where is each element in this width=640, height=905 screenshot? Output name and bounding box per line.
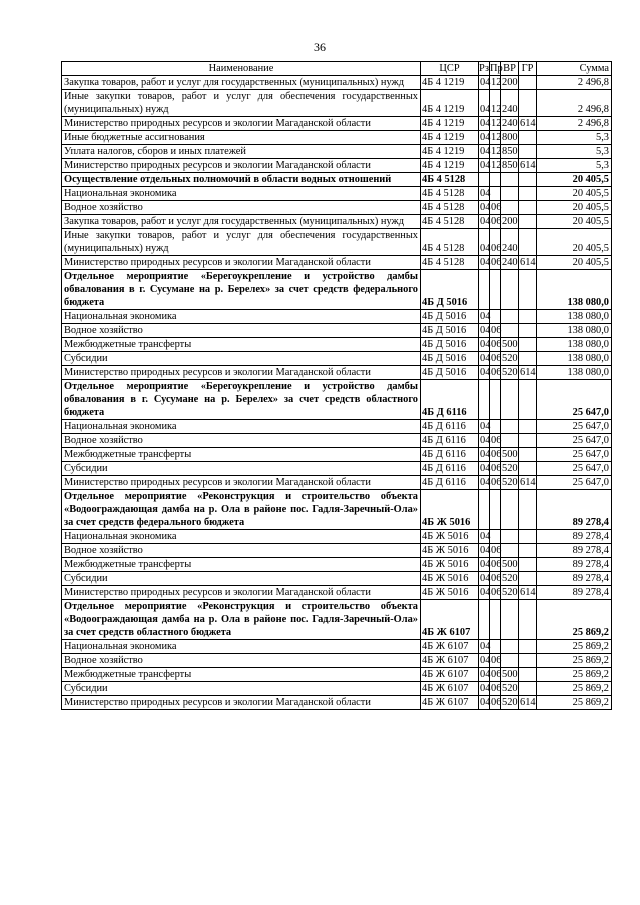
cell-name: Осуществление отдельных полномочий в области водных отношений (62, 173, 421, 187)
cell-gr: 614 (520, 697, 536, 708)
cell-pr (490, 530, 501, 544)
header-name: Наименование (62, 62, 421, 76)
cell-vr (501, 201, 519, 215)
cell-name: Закупка товаров, работ и услуг для государственных (муниципальных) нужд (62, 76, 421, 90)
cell-name: Отдельное мероприятие «Реконструкция и строительство объекта «Водоограждающая дамба на р. Ола в районе пос. Гадля-Заречный-Ола» за счет средств федерального бюджета (62, 490, 421, 530)
cell-vr (501, 187, 519, 201)
cell-name: Межбюджетные трансферты (62, 668, 421, 682)
cell-rz: 04 (480, 216, 491, 227)
cell-name: Национальная экономика (62, 640, 421, 654)
table-row (62, 201, 612, 215)
table-row (62, 90, 612, 117)
cell-sum: 138 080,0 (537, 366, 612, 380)
cell-name: Отдельное мероприятие «Реконструкция и строительство объекта «Водоограждающая дамба на р. Ола в районе пос. Гадля-Заречный-Ола» за счет средств областного бюджета (62, 600, 421, 640)
table-row (62, 173, 612, 187)
cell-csr: 4Б 4 5128 (421, 173, 479, 187)
cell-pr (490, 310, 501, 324)
table-row (62, 352, 612, 366)
table-row (62, 696, 612, 710)
cell-vr: 200 (502, 77, 518, 88)
cell-rz: 04 (480, 353, 491, 364)
cell-gr (519, 90, 537, 117)
cell-pr: 06 (491, 587, 502, 598)
cell-rz: 04 (480, 367, 491, 378)
cell-gr (519, 434, 537, 448)
cell-gr (519, 558, 537, 572)
cell-gr (519, 324, 537, 338)
cell-pr: 06 (491, 463, 502, 474)
cell-pr: 06 (491, 435, 502, 446)
cell-csr: 4Б Ж 5016 (421, 544, 479, 558)
cell-gr (519, 310, 537, 324)
cell-csr: 4Б Д 6116 (421, 380, 479, 420)
cell-pr: 06 (490, 229, 501, 256)
cell-rz: 04 (480, 435, 491, 446)
cell-sum: 25 647,0 (537, 434, 612, 448)
cell-gr (519, 448, 537, 462)
cell-name: Водное хозяйство (62, 434, 421, 448)
table-row (62, 338, 612, 352)
cell-vr: 200 (502, 216, 518, 227)
cell-sum: 25 869,2 (537, 654, 612, 668)
cell-csr: 4Б Д 6116 (421, 448, 479, 462)
cell-pr: 06 (491, 573, 502, 584)
cell-vr: 520 (502, 573, 518, 584)
cell-sum: 5,3 (537, 131, 612, 145)
cell-sum: 20 405,5 (537, 256, 612, 270)
cell-csr: 4Б Д 6116 (421, 420, 479, 434)
table-row (62, 668, 612, 682)
cell-name: Межбюджетные трансферты (62, 558, 421, 572)
cell-sum: 138 080,0 (537, 338, 612, 352)
cell-csr: 4Б 4 1219 (421, 159, 479, 173)
cell-rz (479, 173, 490, 187)
cell-pr (490, 173, 501, 187)
cell-gr (519, 187, 537, 201)
cell-pr: 06 (491, 545, 502, 556)
cell-pr: 06 (491, 559, 502, 570)
cell-vr: 520 (502, 463, 518, 474)
cell-name: Министерство природных ресурсов и экологии Магаданской области (62, 696, 421, 710)
table-row (62, 145, 612, 159)
cell-gr (519, 131, 537, 145)
cell-gr: 614 (520, 587, 536, 598)
cell-pr: 06 (491, 697, 502, 708)
cell-sum: 89 278,4 (537, 490, 612, 530)
cell-rz: 04 (480, 118, 491, 129)
cell-sum: 25 647,0 (537, 380, 612, 420)
cell-csr: 4Б 4 5128 (421, 256, 479, 270)
cell-rz: 04 (480, 683, 491, 694)
cell-gr: 614 (520, 160, 536, 171)
budget-table (61, 61, 612, 710)
cell-pr: 06 (491, 339, 502, 350)
cell-rz: 04 (480, 77, 491, 88)
cell-csr: 4Б Д 6116 (421, 434, 479, 448)
cell-pr: 06 (491, 367, 502, 378)
cell-gr (519, 682, 537, 696)
cell-name: Водное хозяйство (62, 654, 421, 668)
cell-rz: 04 (480, 311, 491, 322)
cell-pr: 12 (491, 77, 502, 88)
table-row (62, 229, 612, 256)
cell-sum: 25 647,0 (537, 448, 612, 462)
table-row (62, 215, 612, 229)
cell-sum: 89 278,4 (537, 572, 612, 586)
cell-gr (519, 530, 537, 544)
table-row (62, 76, 612, 90)
table-row (62, 476, 612, 490)
cell-rz: 04 (480, 339, 491, 350)
table-row (62, 380, 612, 420)
cell-pr (490, 640, 501, 654)
cell-gr (519, 544, 537, 558)
cell-csr: 4Б Д 5016 (421, 270, 479, 310)
cell-rz: 04 (480, 477, 491, 488)
table-row (62, 117, 612, 131)
cell-vr (501, 310, 519, 324)
cell-rz: 04 (479, 90, 490, 117)
cell-pr: 06 (491, 669, 502, 680)
cell-vr: 520 (502, 353, 518, 364)
cell-pr (490, 270, 501, 310)
cell-pr (490, 187, 501, 201)
table-row (62, 270, 612, 310)
cell-pr (490, 420, 501, 434)
cell-pr (490, 490, 501, 530)
cell-gr (519, 572, 537, 586)
cell-sum: 89 278,4 (537, 544, 612, 558)
cell-csr: 4Б 4 5128 (421, 187, 479, 201)
cell-sum: 138 080,0 (537, 310, 612, 324)
cell-rz: 04 (480, 202, 491, 213)
cell-name: Министерство природных ресурсов и экологии Магаданской области (62, 159, 421, 173)
table-row (62, 462, 612, 476)
cell-rz: 04 (480, 697, 491, 708)
cell-csr: 4Б Д 5016 (421, 324, 479, 338)
cell-name: Субсидии (62, 352, 421, 366)
table-row (62, 256, 612, 270)
cell-name: Закупка товаров, работ и услуг для государственных (муниципальных) нужд (62, 215, 421, 229)
cell-sum: 5,3 (537, 159, 612, 173)
cell-sum: 89 278,4 (537, 530, 612, 544)
cell-rz: 04 (480, 160, 491, 171)
cell-pr: 06 (491, 449, 502, 460)
cell-csr: 4Б Д 5016 (421, 310, 479, 324)
header-gr: ГР (519, 62, 537, 76)
cell-name: Субсидии (62, 682, 421, 696)
cell-name: Министерство природных ресурсов и экологии Магаданской области (62, 586, 421, 600)
cell-sum: 20 405,5 (537, 229, 612, 256)
cell-vr: 500 (502, 449, 518, 460)
cell-csr: 4Б Ж 6107 (421, 668, 479, 682)
cell-pr: 06 (491, 683, 502, 694)
cell-vr: 520 (502, 477, 518, 488)
table-row (62, 586, 612, 600)
table-row (62, 310, 612, 324)
table-row (62, 530, 612, 544)
table-row (62, 682, 612, 696)
cell-name: Иные закупки товаров, работ и услуг для обеспечения государственных (муниципальных) нужд (62, 229, 421, 256)
cell-sum: 25 869,2 (537, 696, 612, 710)
cell-name: Водное хозяйство (62, 201, 421, 215)
table-row (62, 640, 612, 654)
cell-name: Национальная экономика (62, 420, 421, 434)
cell-sum: 20 405,5 (537, 173, 612, 187)
cell-rz: 04 (480, 463, 491, 474)
cell-vr (501, 270, 519, 310)
header-vr: ВР (501, 62, 519, 76)
cell-rz: 04 (480, 188, 491, 199)
cell-pr (490, 380, 501, 420)
cell-vr (501, 530, 519, 544)
cell-vr (501, 420, 519, 434)
table-row (62, 654, 612, 668)
cell-sum: 25 869,2 (537, 600, 612, 640)
cell-vr: 800 (502, 132, 518, 143)
cell-name: Министерство природных ресурсов и экологии Магаданской области (62, 476, 421, 490)
cell-vr: 500 (502, 339, 518, 350)
table-row (62, 558, 612, 572)
cell-sum: 20 405,5 (537, 201, 612, 215)
table-row (62, 187, 612, 201)
cell-csr: 4Б 4 1219 (421, 90, 479, 117)
cell-vr (501, 173, 519, 187)
cell-vr (501, 640, 519, 654)
cell-pr: 06 (491, 353, 502, 364)
cell-gr (519, 338, 537, 352)
cell-name: Национальная экономика (62, 187, 421, 201)
cell-pr: 06 (491, 325, 502, 336)
cell-rz: 04 (480, 257, 491, 268)
cell-rz (479, 600, 490, 640)
table-row (62, 448, 612, 462)
cell-csr: 4Б Ж 5016 (421, 490, 479, 530)
cell-gr (519, 352, 537, 366)
cell-csr: 4Б 4 1219 (421, 131, 479, 145)
cell-csr: 4Б Ж 5016 (421, 558, 479, 572)
cell-pr: 12 (490, 90, 501, 117)
cell-vr (501, 490, 519, 530)
cell-sum: 25 647,0 (537, 476, 612, 490)
cell-rz: 04 (480, 655, 491, 666)
header-csr: ЦСР (421, 62, 479, 76)
cell-vr: 500 (502, 669, 518, 680)
cell-sum: 138 080,0 (537, 352, 612, 366)
cell-csr: 4Б 4 5128 (421, 201, 479, 215)
cell-rz: 04 (480, 669, 491, 680)
header-pr: Пр (490, 63, 503, 74)
cell-name: Национальная экономика (62, 530, 421, 544)
cell-gr (519, 420, 537, 434)
cell-rz (479, 380, 490, 420)
cell-rz: 04 (480, 587, 491, 598)
cell-rz (479, 270, 490, 310)
cell-pr: 06 (491, 477, 502, 488)
cell-vr: 240 (502, 257, 518, 268)
cell-gr (519, 668, 537, 682)
cell-rz: 04 (480, 325, 491, 336)
cell-pr: 12 (491, 118, 502, 129)
cell-sum: 2 496,8 (537, 76, 612, 90)
cell-sum: 20 405,5 (537, 215, 612, 229)
cell-pr: 06 (491, 216, 502, 227)
cell-csr: 4Б Ж 5016 (421, 572, 479, 586)
cell-pr: 12 (491, 146, 502, 157)
cell-name: Субсидии (62, 572, 421, 586)
cell-pr: 12 (491, 132, 502, 143)
cell-rz: 04 (479, 229, 490, 256)
cell-gr (519, 490, 537, 530)
cell-csr: 4Б Ж 6107 (421, 696, 479, 710)
cell-gr (519, 76, 537, 90)
cell-csr: 4Б Ж 5016 (421, 530, 479, 544)
cell-rz: 04 (480, 573, 491, 584)
cell-vr: 240 (502, 118, 518, 129)
header-sum: Сумма (537, 62, 612, 76)
cell-gr (519, 380, 537, 420)
cell-csr: 4Б 4 1219 (421, 76, 479, 90)
cell-csr: 4Б Ж 6107 (421, 600, 479, 640)
cell-sum: 25 869,2 (537, 640, 612, 654)
cell-vr: 240 (501, 229, 519, 256)
cell-pr: 06 (491, 655, 502, 666)
cell-csr: 4Б 4 1219 (421, 117, 479, 131)
cell-vr (501, 380, 519, 420)
cell-vr (501, 324, 519, 338)
cell-name: Межбюджетные трансферты (62, 448, 421, 462)
cell-csr: 4Б Д 6116 (421, 462, 479, 476)
cell-gr (519, 145, 537, 159)
cell-name: Иные бюджетные ассигнования (62, 131, 421, 145)
cell-name: Министерство природных ресурсов и экологии Магаданской области (62, 256, 421, 270)
table-row (62, 600, 612, 640)
cell-vr (501, 600, 519, 640)
cell-pr (490, 600, 501, 640)
cell-rz: 04 (480, 421, 491, 432)
table-header-row (62, 62, 612, 76)
cell-vr (501, 654, 519, 668)
cell-sum: 5,3 (537, 145, 612, 159)
cell-gr (519, 462, 537, 476)
table-body (62, 76, 612, 710)
cell-vr: 520 (502, 367, 518, 378)
table-row (62, 324, 612, 338)
cell-csr: 4Б Д 5016 (421, 366, 479, 380)
cell-rz: 04 (480, 449, 491, 460)
cell-rz: 04 (480, 559, 491, 570)
cell-vr: 520 (502, 683, 518, 694)
cell-sum: 25 647,0 (537, 420, 612, 434)
cell-gr (519, 215, 537, 229)
cell-pr: 12 (491, 160, 502, 171)
cell-sum: 2 496,8 (537, 90, 612, 117)
cell-gr: 614 (520, 118, 536, 129)
table-row (62, 420, 612, 434)
cell-csr: 4Б 4 5128 (421, 215, 479, 229)
cell-vr: 850 (502, 146, 518, 157)
cell-pr: 06 (491, 257, 502, 268)
table-row (62, 490, 612, 530)
cell-vr: 520 (502, 697, 518, 708)
cell-name: Отдельное мероприятие «Берегоукрепление и устройство дамбы обвалования в г. Сусумане на р. Берелех» за счет средств федерального бюджета (62, 270, 421, 310)
cell-gr: 614 (520, 477, 536, 488)
table-row (62, 159, 612, 173)
page-number: 36 (314, 40, 326, 54)
cell-vr: 520 (502, 587, 518, 598)
cell-csr: 4Б Ж 6107 (421, 640, 479, 654)
cell-rz: 04 (480, 545, 491, 556)
cell-name: Иные закупки товаров, работ и услуг для обеспечения государственных (муниципальных) нужд (62, 90, 421, 117)
cell-sum: 138 080,0 (537, 324, 612, 338)
header-rz: Рз (479, 63, 489, 74)
cell-gr (519, 654, 537, 668)
cell-csr: 4Б 4 5128 (421, 229, 479, 256)
cell-sum: 89 278,4 (537, 558, 612, 572)
cell-csr: 4Б Д 5016 (421, 338, 479, 352)
cell-pr: 06 (491, 202, 502, 213)
cell-gr (519, 270, 537, 310)
cell-name: Уплата налогов, сборов и иных платежей (62, 145, 421, 159)
cell-name: Водное хозяйство (62, 324, 421, 338)
cell-gr (519, 173, 537, 187)
cell-name: Министерство природных ресурсов и экологии Магаданской области (62, 366, 421, 380)
cell-gr (519, 201, 537, 215)
table-row (62, 572, 612, 586)
cell-csr: 4Б Ж 6107 (421, 654, 479, 668)
cell-vr: 240 (501, 90, 519, 117)
cell-csr: 4Б 4 1219 (421, 145, 479, 159)
cell-sum: 25 647,0 (537, 462, 612, 476)
cell-vr: 500 (502, 559, 518, 570)
cell-vr: 850 (502, 160, 518, 171)
cell-sum: 89 278,4 (537, 586, 612, 600)
cell-rz: 04 (480, 641, 491, 652)
cell-rz (479, 490, 490, 530)
cell-rz: 04 (480, 531, 491, 542)
table-row (62, 434, 612, 448)
cell-sum: 138 080,0 (537, 270, 612, 310)
cell-gr (519, 640, 537, 654)
cell-sum: 25 869,2 (537, 668, 612, 682)
cell-rz: 04 (480, 146, 491, 157)
cell-name: Субсидии (62, 462, 421, 476)
cell-name: Межбюджетные трансферты (62, 338, 421, 352)
cell-name: Водное хозяйство (62, 544, 421, 558)
table-row (62, 366, 612, 380)
cell-sum: 25 869,2 (537, 682, 612, 696)
table-row (62, 131, 612, 145)
cell-name: Министерство природных ресурсов и экологии Магаданской области (62, 117, 421, 131)
cell-gr: 614 (520, 367, 536, 378)
cell-rz: 04 (480, 132, 491, 143)
cell-sum: 20 405,5 (537, 187, 612, 201)
cell-vr (501, 434, 519, 448)
cell-name: Национальная экономика (62, 310, 421, 324)
cell-gr (519, 229, 537, 256)
cell-sum: 2 496,8 (537, 117, 612, 131)
cell-csr: 4Б Ж 6107 (421, 682, 479, 696)
cell-csr: 4Б Д 5016 (421, 352, 479, 366)
table-row (62, 544, 612, 558)
cell-csr: 4Б Ж 5016 (421, 586, 479, 600)
cell-gr: 614 (520, 257, 536, 268)
cell-name: Отдельное мероприятие «Берегоукрепление и устройство дамбы обвалования в г. Сусумане на р. Берелех» за счет средств областного бюджета (62, 380, 421, 420)
cell-vr (501, 544, 519, 558)
cell-gr (519, 600, 537, 640)
cell-csr: 4Б Д 6116 (421, 476, 479, 490)
